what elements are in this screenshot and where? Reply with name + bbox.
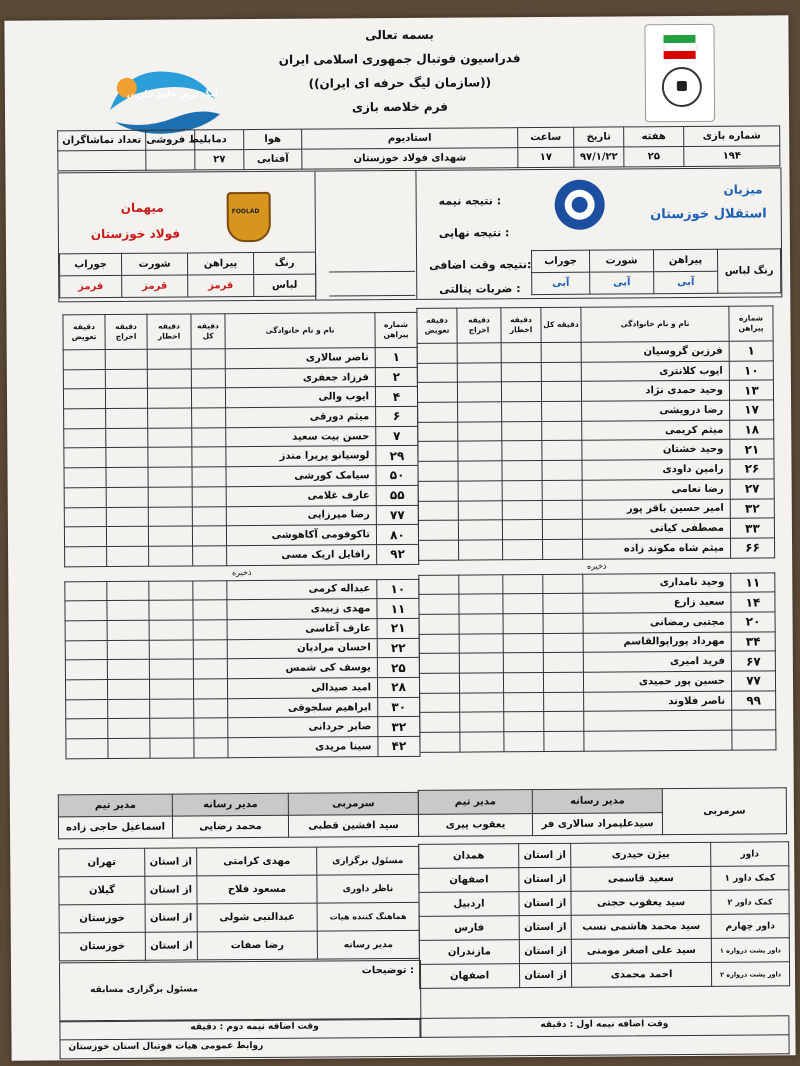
table-row [65, 677, 419, 699]
label-spectators: تعداد تماشاگران [58, 130, 146, 151]
referee-role: داور پشت دروازه ۱ [711, 938, 789, 963]
player-name: رضا میرزایی [226, 505, 376, 526]
away-label: میهمان [120, 200, 164, 215]
player-name: مهدی زبیدی [227, 599, 377, 620]
player-number: ۲۰ [731, 612, 775, 632]
away-kit-label-bottom: لباس [254, 274, 316, 296]
table-row [420, 710, 776, 732]
notes-label: توضیحات : [361, 964, 415, 977]
away-staff-table [58, 792, 419, 840]
away-logo-text: FOOLAD [231, 207, 260, 216]
player-name [584, 730, 732, 751]
official-role: مدیر رسانه [317, 930, 419, 959]
away-col-number: شماره پیراهن [375, 312, 417, 347]
header-line4: فرم خلاصه بازی [351, 99, 449, 115]
player-name: سعید زارع [583, 592, 731, 613]
away-team-name: فولاد خوزستان [90, 226, 181, 242]
player-name: میثم دورقی [226, 407, 376, 428]
player-name: امیر حسین باقر پور [582, 499, 730, 520]
home-staff-coach-label: سرمربی [662, 788, 786, 835]
away-col-warning: دقیقه اخطار [147, 314, 191, 349]
referee-province: مازندران [419, 940, 519, 965]
player-number: ۲۱ [377, 618, 419, 638]
player-name: احسان مرادیان [227, 638, 377, 659]
player-name: وحید حمدی نژاد [581, 381, 729, 402]
player-number: ۲۸ [377, 677, 419, 697]
table-row [418, 498, 774, 520]
referee-name: سید علی اصغر مومنی [571, 938, 711, 963]
table-row [417, 380, 773, 402]
home-kit-table [531, 248, 781, 295]
referee-province: اصفهان [419, 964, 519, 989]
referee-from: از استان [519, 939, 571, 963]
table-row [418, 479, 774, 501]
value-time: ۱۷ [518, 147, 574, 167]
player-name: مصطفی کیانی [582, 518, 730, 539]
referee-from: از استان [519, 843, 571, 867]
player-number: ۲۲ [377, 638, 419, 658]
official-role: مسئول برگزاری [317, 846, 419, 875]
value-date: ۹۷/۱/۲۲ [574, 147, 624, 167]
home-kit-label: رنگ لباس [717, 249, 780, 293]
referee-name: احمد محمدی [571, 962, 711, 987]
player-number: ۴ [375, 387, 417, 407]
player-number: ۵۵ [376, 485, 418, 505]
label-stadium: استادیوم [302, 128, 518, 150]
match-officials-table [58, 846, 420, 962]
official-province: خوزستان [59, 904, 145, 933]
away-lineup-table [62, 312, 420, 759]
player-name: ناصر سالاری [225, 348, 375, 369]
away-reserves-body [65, 579, 420, 759]
label-tickets: بلیط فروشی [146, 130, 195, 150]
footer-text: روابط عمومی هیات فوتبال استان خوزستان [68, 1040, 264, 1053]
player-number: ۹۹ [732, 691, 776, 711]
player-name: سینا مریدی [228, 737, 378, 758]
table-row [65, 638, 419, 660]
official-name: مهدی کرامتی [197, 847, 317, 876]
table-row [64, 426, 418, 448]
table-row [64, 505, 418, 527]
table-row [418, 459, 774, 481]
player-name: ابراهیم سلجوقی [228, 697, 378, 718]
home-lineup-table [416, 305, 776, 752]
away-reserve-label: ذخیره [231, 568, 252, 578]
extra-time-result-label: نتیجه وقت اضافی: [429, 258, 532, 272]
player-number [732, 730, 776, 750]
player-number: ۳۳ [730, 518, 774, 538]
table-row [63, 367, 417, 389]
home-shirt-color: آبی [654, 271, 718, 293]
footer-box [59, 1033, 789, 1059]
match-info-table [57, 125, 780, 171]
player-name: ناصر فلاوند [584, 691, 732, 712]
player-name: میثم شاه مکوند زاده [583, 538, 731, 559]
home-reserves-body [419, 572, 776, 752]
referee-province: اصفهان [419, 868, 519, 893]
table-row [64, 525, 418, 547]
away-kit-socks: جوراب [60, 253, 122, 275]
away-col-expulsion: دقیقه اخراج [105, 314, 147, 349]
home-media-manager: سیدعلیمراد سالاری فر [532, 813, 662, 836]
player-name: عارف غلامی [226, 485, 376, 506]
table-row [419, 612, 775, 634]
home-team-name: استقلال خوزستان [650, 206, 767, 223]
away-staff-coach-label: سرمربی [288, 792, 418, 815]
referee-from: از استان [519, 891, 571, 915]
player-name: مجتبی رمضانی [583, 612, 731, 633]
table-row [419, 632, 775, 654]
table-row [66, 736, 420, 758]
home-col-total: دقیقه کل [541, 307, 581, 342]
away-socks-color: قرمز [60, 275, 122, 297]
table-row [64, 465, 418, 487]
table-row [419, 572, 775, 594]
home-col-warning: دقیقه اخطار [501, 308, 541, 343]
player-name: میثم کریمی [582, 420, 730, 441]
player-number: ۱۴ [731, 592, 775, 612]
extra-time-second-half: وقت اضافه نیمه دوم : دقیقه [190, 1021, 319, 1033]
header-line1: بسمه تعالی [365, 27, 434, 43]
away-shorts-color: قرمز [122, 275, 188, 297]
official-province: خوزستان [59, 932, 145, 961]
half-time-result-label: نتیجه نیمه : [438, 194, 502, 208]
table-row [65, 579, 419, 601]
player-name: صابر حردانی [228, 717, 378, 738]
player-name: فرید امیری [583, 652, 731, 673]
table-row [64, 406, 418, 428]
federation-emblem [644, 24, 715, 122]
referee-province: فارس [419, 916, 519, 941]
referee-role: داور چهارم [711, 914, 789, 939]
home-kit-shorts: شورت [589, 250, 653, 272]
player-number: ۶ [376, 406, 418, 426]
referee-from: از استان [519, 867, 571, 891]
home-kit-socks: جوراب [531, 250, 589, 272]
player-number: ۳۲ [730, 498, 774, 518]
player-number: ۲۵ [377, 658, 419, 678]
player-name: حسن بیت سعید [226, 426, 376, 447]
final-result-label: نتیجه نهایی : [438, 226, 510, 240]
away-staff-team-manager-label: مدیر تیم [58, 794, 172, 817]
table-row [66, 697, 420, 719]
football-icon [662, 67, 702, 107]
player-number: ۴۲ [378, 736, 420, 756]
table-row [419, 651, 775, 673]
official-from: از استان [145, 876, 197, 904]
referee-name: بیژن حیدری [571, 842, 711, 867]
player-name: عارف آغاسی [227, 619, 377, 640]
player-number: ۱۸ [730, 420, 774, 440]
player-number: ۲ [375, 367, 417, 387]
player-name: فرزاد جعفری [225, 367, 375, 388]
player-number: ۱۱ [377, 599, 419, 619]
player-name: رضا درویشی [582, 400, 730, 421]
home-socks-color: آبی [532, 272, 590, 294]
match-summary-sheet [4, 15, 795, 1060]
player-name: فرزین گروسیان [581, 341, 729, 362]
official-from: از استان [145, 904, 197, 932]
player-name: لوسیانو پریرا مندز [226, 446, 376, 467]
player-number: ۱۳ [729, 380, 773, 400]
official-role: ناظر داوری [317, 874, 419, 903]
table-row [420, 691, 776, 713]
table-row [64, 485, 418, 507]
table-row [65, 544, 419, 566]
away-head-coach: سید افشین قطبی [288, 814, 418, 837]
referees-table [418, 841, 790, 989]
player-number: ۸۰ [376, 525, 418, 545]
home-shorts-color: آبی [590, 272, 654, 294]
label-weather: هوا [244, 129, 302, 149]
table-row [419, 671, 775, 693]
label-time: ساعت [518, 127, 574, 147]
referee-name: سید محمد هاشمی نسب [571, 914, 711, 939]
table-row [418, 518, 774, 540]
label-temp: دما [195, 130, 244, 150]
table-row [418, 439, 774, 461]
player-number: ۷۷ [731, 671, 775, 691]
referee-province: همدان [419, 844, 519, 869]
player-name: حسین پور حمیدی [583, 671, 731, 692]
home-col-sub: دقیقه تعویض [417, 308, 457, 343]
table-row [417, 341, 773, 363]
official-from: از استان [145, 848, 197, 876]
table-row [63, 347, 417, 369]
referee-role: داور [711, 842, 789, 867]
home-col-number: شماره پیراهن [729, 306, 773, 341]
official-name: مسعود فلاح [197, 875, 317, 904]
away-col-total: دقیقه کل [191, 314, 225, 349]
player-name: رافایل اریک مسی [227, 545, 377, 566]
header-line2: فدراسیون فوتبال جمهوری اسلامی ایران [278, 51, 521, 67]
away-col-sub: دقیقه تعویض [63, 315, 105, 350]
value-stadium: شهدای فولاد خوزستان [302, 148, 518, 170]
player-number: ۱۱ [731, 572, 775, 592]
value-tickets [146, 150, 195, 170]
away-team-logo [227, 192, 271, 242]
table-row [63, 387, 417, 409]
away-team-manager: اسماعیل حاجی زاده [58, 816, 172, 839]
header-line3: ((سازمان لیگ حرفه ای ایران)) [308, 75, 492, 91]
official-role: هماهنگ کننده هیات [317, 902, 419, 931]
home-kit-shirt: پیراهن [653, 249, 717, 271]
table-row [420, 730, 776, 752]
away-media-manager: محمد رضایی [172, 815, 288, 838]
notes-box [59, 960, 421, 1023]
home-col-expulsion: دقیقه اخراج [457, 308, 501, 343]
home-team-logo [555, 180, 605, 230]
official-province: تهران [59, 848, 145, 877]
player-name: تاکوفومی آکاهوشی [226, 525, 376, 546]
table-row [65, 599, 419, 621]
player-number: ۱ [375, 347, 417, 367]
label-date: تاریخ [574, 127, 624, 147]
player-number: ۳۴ [731, 632, 775, 652]
player-name: یوسف کی شمس [227, 658, 377, 679]
player-name: عبداله کرمی [227, 579, 377, 600]
referee-role: کمک داور ۱ [711, 866, 789, 891]
table-row [417, 361, 773, 383]
player-number: ۲۹ [376, 446, 418, 466]
referee-name: سید یعقوب حجتی [571, 890, 711, 915]
table-row [419, 592, 775, 614]
value-spectators [58, 150, 146, 171]
player-name [584, 711, 732, 732]
penalties-label: ضربات پنالتی : [439, 282, 521, 296]
referee-from: از استان [519, 963, 571, 987]
value-weather: آفتابی [244, 149, 302, 169]
league-logo [105, 59, 226, 140]
referee-role: داور پشت دروازه ۲ [711, 962, 789, 987]
home-col-name: نام و نام خانوادگی [581, 306, 729, 342]
referee-from: از استان [519, 915, 571, 939]
value-temp: ۲۷ [195, 150, 244, 170]
player-name: مهرداد پوراپوالقاسم [583, 632, 731, 653]
league-logo-text: لیگ برتر خلیج فارس [126, 89, 218, 100]
home-team-manager: یعقوب پیری [418, 814, 532, 837]
away-kit-shirt: پیراهن [188, 253, 254, 275]
player-name: وحید خشتان [582, 440, 730, 461]
table-row [419, 538, 775, 560]
player-name: رضا نعامی [582, 479, 730, 500]
home-players-body [417, 341, 775, 560]
player-number: ۹۲ [377, 544, 419, 564]
referee-name: سعید قاسمی [571, 866, 711, 891]
away-kit-table [59, 252, 316, 299]
home-staff-media-label: مدیر رسانه [532, 789, 662, 814]
teams-block [57, 167, 782, 302]
official-from: از استان [145, 932, 197, 960]
player-number: ۱۰ [729, 361, 773, 381]
notes-signer: مسئول برگزاری مسابقه [90, 984, 199, 996]
referee-province: اردبیل [419, 892, 519, 917]
player-name: سیامک کورشی [226, 466, 376, 487]
official-province: گیلان [59, 876, 145, 905]
player-number: ۵۰ [376, 465, 418, 485]
player-name: امید صیدالی [227, 678, 377, 699]
table-row [418, 420, 774, 442]
official-name: رضا صفات [197, 931, 317, 960]
table-row [66, 717, 420, 739]
player-number: ۱۰ [377, 579, 419, 599]
table-row [418, 400, 774, 422]
away-kit-shorts: شورت [122, 253, 188, 275]
player-name: وحید نامداری [583, 573, 731, 594]
away-kit-label-top: رنگ [254, 252, 316, 274]
away-staff-media-label: مدیر رسانه [172, 793, 288, 816]
player-number: ۷۷ [376, 505, 418, 525]
label-week: هفته [624, 127, 684, 147]
player-number [732, 710, 776, 730]
value-week: ۲۵ [624, 147, 684, 167]
player-number: ۳۰ [378, 697, 420, 717]
home-reserve-label: ذخیره [586, 561, 607, 571]
away-players-body [63, 347, 419, 566]
player-number: ۱۷ [730, 400, 774, 420]
player-number: ۲۶ [730, 459, 774, 479]
player-number: ۳۲ [378, 717, 420, 737]
player-number: ۲۷ [730, 479, 774, 499]
referee-role: کمک داور ۲ [711, 890, 789, 915]
home-staff-team-manager-label: مدیر تیم [418, 790, 532, 815]
official-name: عبدالنبی شولی [197, 903, 317, 932]
table-row [64, 446, 418, 468]
extra-time-first-half: وقت اضافه نیمه اول : دقیقه [540, 1019, 669, 1031]
player-number: ۱ [729, 341, 773, 361]
label-match-no: شماره بازی [684, 126, 780, 147]
player-number: ۲۱ [730, 439, 774, 459]
table-row [65, 658, 419, 680]
player-name: ایوب والی [225, 387, 375, 408]
away-col-name: نام و نام خانوادگی [225, 313, 375, 349]
value-match-no: ۱۹۴ [684, 146, 780, 167]
player-number: ۶۷ [731, 651, 775, 671]
player-name: رامین داودی [582, 459, 730, 480]
away-shirt-color: قرمز [188, 275, 254, 297]
player-number: ۷ [376, 426, 418, 446]
home-label: میزبان [723, 182, 763, 197]
player-name: ایوب کلانتری [581, 361, 729, 382]
player-number: ۶۶ [731, 538, 775, 558]
table-row [65, 618, 419, 640]
home-staff-table [418, 787, 787, 837]
